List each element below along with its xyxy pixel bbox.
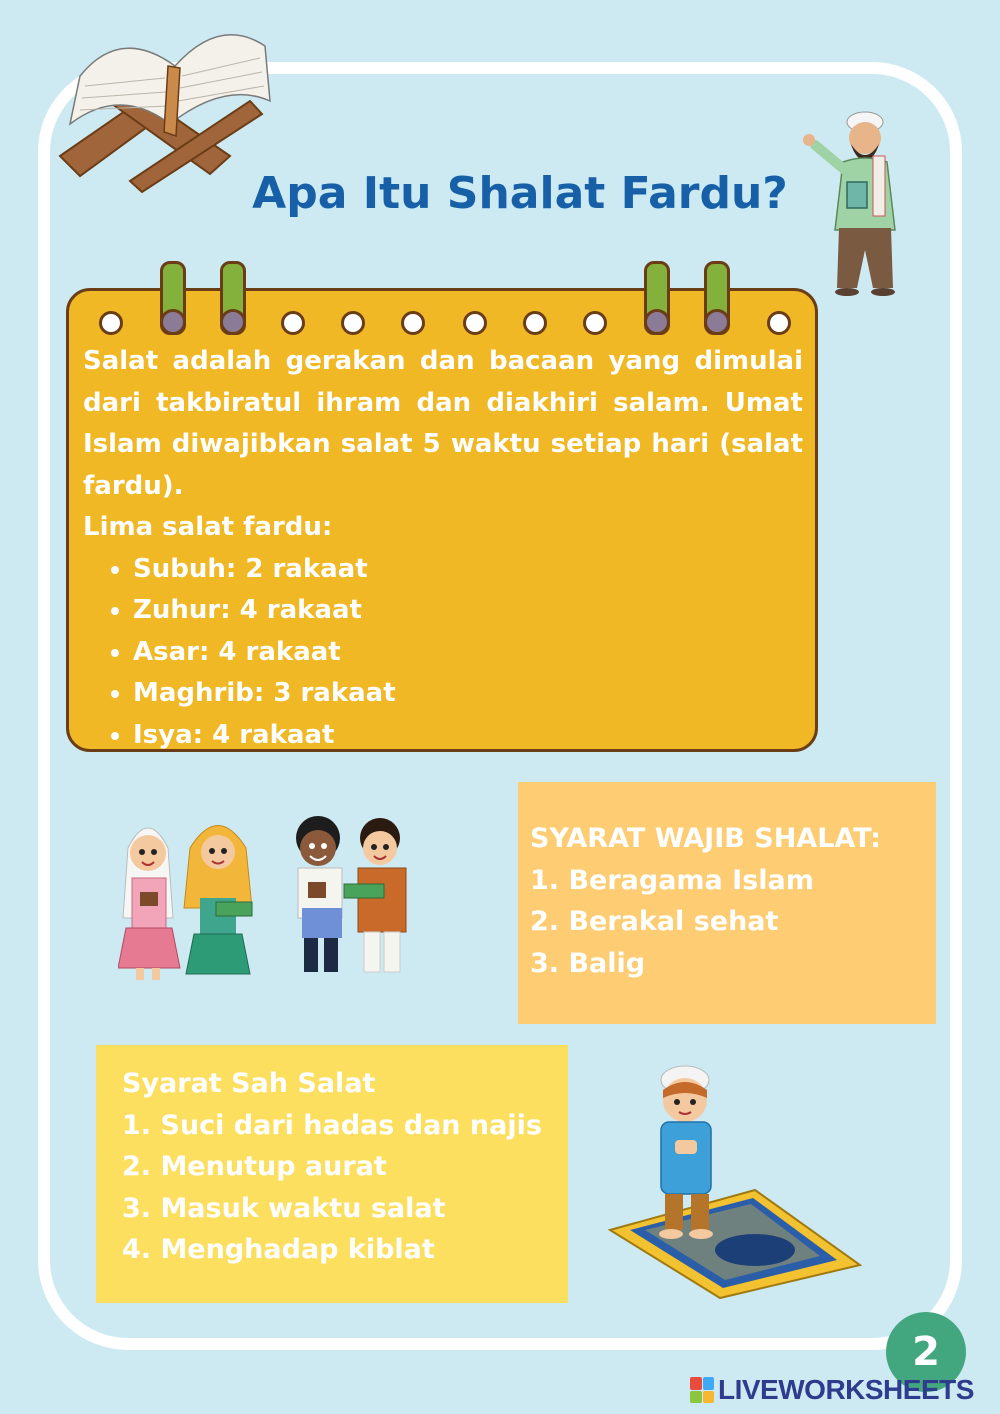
syarat-sah-box	[96, 1045, 568, 1303]
binder-ring	[704, 261, 730, 335]
syarat-wajib-box	[518, 782, 936, 1024]
list-item: • Subuh: 2 rakaat	[133, 549, 803, 591]
liveworksheets-logo	[690, 1372, 974, 1408]
children-illustration	[118, 808, 428, 988]
intro-paragraph: Salat adalah gerakan dan bacaan yang dimulai dari takbiratul ihram dan diakhiri salam. Umat Islam diwajibkan salat 5 waktu setiap hari (salat fardu).	[83, 346, 803, 501]
list-item: 4. Menghadap kiblat	[122, 1234, 435, 1265]
ring-hole	[281, 311, 305, 335]
list-heading: Lima salat fardu:	[83, 512, 333, 542]
brand-text: LIVEWORKSHEETS	[718, 1374, 974, 1405]
list-item: • Isya: 4 rakaat	[133, 715, 803, 757]
prayer-list	[83, 549, 803, 757]
ring-hole	[99, 311, 123, 335]
binder-ring	[220, 261, 246, 335]
list-item: 1. Beragama Islam	[530, 864, 814, 896]
page-number-badge: 2	[886, 1312, 966, 1392]
list-item: 3. Balig	[530, 947, 646, 979]
syarat-wajib-heading: SYARAT WAJIB SHALAT:	[530, 823, 881, 854]
list-item: 3. Masuk waktu salat	[122, 1192, 446, 1224]
praying-boy-illustration	[605, 1060, 865, 1300]
binder-ring	[160, 261, 186, 335]
page-title: Apa Itu Shalat Fardu?	[252, 168, 788, 219]
ring-hole	[401, 311, 425, 335]
notebook-card	[66, 288, 818, 752]
list-item: • Zuhur: 4 rakaat	[133, 590, 803, 632]
list-item: 2. Berakal sehat	[530, 906, 779, 937]
list-item: 1. Suci dari hadas dan najis	[122, 1109, 542, 1141]
list-item: • Maghrib: 3 rakaat	[133, 673, 803, 715]
liveworksheets-icon	[690, 1377, 714, 1403]
notebook-text	[83, 341, 803, 756]
ring-hole	[583, 311, 607, 335]
syarat-sah-heading: Syarat Sah Salat	[122, 1068, 376, 1099]
list-item: 2. Menutup aurat	[122, 1151, 387, 1182]
ring-hole	[463, 311, 487, 335]
ring-hole	[767, 311, 791, 335]
ring-hole	[341, 311, 365, 335]
list-item: • Asar: 4 rakaat	[133, 632, 803, 674]
binder-ring	[644, 261, 670, 335]
ring-hole	[523, 311, 547, 335]
